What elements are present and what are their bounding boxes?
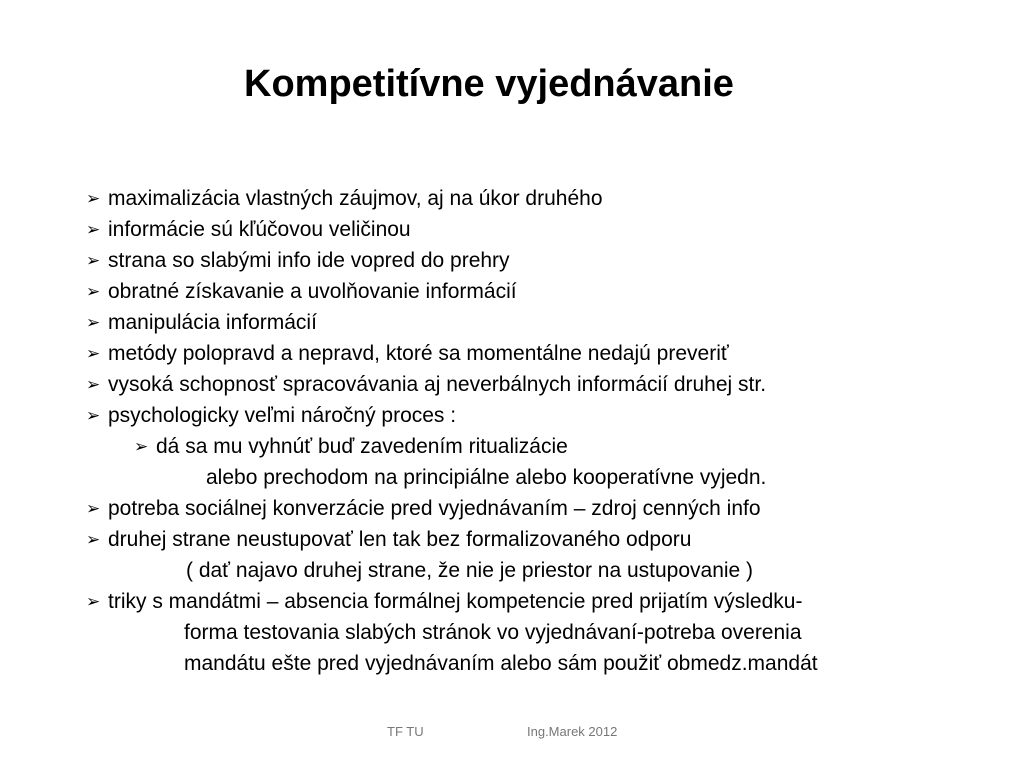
continuation-text: forma testovania slabých stránok vo vyjednávaní-potreba overenia xyxy=(184,621,802,644)
sub-list-item-text: dá sa mu vyhnúť buď zavedením ritualizácie xyxy=(156,435,568,458)
list-item-text: psychologicky veľmi náročný proces : xyxy=(108,404,457,427)
list-item xyxy=(86,338,1006,369)
list-item xyxy=(86,400,1006,431)
arrow-bullet-icon: ➢ xyxy=(86,530,101,549)
list-item xyxy=(86,307,1006,338)
list-item-continuation xyxy=(86,648,1006,679)
list-item-continuation xyxy=(86,617,1006,648)
list-item-text: informácie sú kľúčovou veličinou xyxy=(108,218,411,241)
list-item-text: druhej strane neustupovať len tak bez formalizovaného odporu xyxy=(108,528,692,551)
arrow-bullet-icon: ➢ xyxy=(86,375,101,394)
continuation-text: mandátu ešte pred vyjednávaním alebo sám použiť obmedz.mandát xyxy=(184,652,818,675)
list-item xyxy=(86,276,1006,307)
list-item-text: triky s mandátmi – absencia formálnej kompetencie pred prijatím výsledku- xyxy=(108,590,803,613)
list-item xyxy=(86,369,1006,400)
arrow-bullet-icon: ➢ xyxy=(86,251,101,270)
arrow-bullet-icon: ➢ xyxy=(86,499,101,518)
arrow-bullet-icon: ➢ xyxy=(86,344,101,363)
list-item-text: metódy polopravd a nepravd, ktoré sa momentálne nedajú preveriť xyxy=(108,342,729,365)
arrow-bullet-icon: ➢ xyxy=(86,406,101,425)
arrow-bullet-icon: ➢ xyxy=(86,220,101,239)
continuation-text: alebo prechodom na principiálne alebo kooperatívne vyjedn. xyxy=(206,466,767,489)
slide-title: Kompetitívne vyjednávanie xyxy=(244,63,734,105)
arrow-bullet-icon: ➢ xyxy=(86,592,101,611)
list-item xyxy=(86,183,1006,214)
arrow-bullet-icon: ➢ xyxy=(86,189,101,208)
footer-author-year: Ing.Marek 2012 xyxy=(527,724,618,739)
footer-institution: TF TU xyxy=(387,724,424,739)
list-item xyxy=(86,524,1006,555)
list-item-text: manipulácia informácií xyxy=(108,311,317,334)
arrow-bullet-icon: ➢ xyxy=(134,437,149,456)
list-item-text: strana so slabými info ide vopred do prehry xyxy=(108,249,510,272)
list-item-text: obratné získavanie a uvolňovanie informácií xyxy=(108,280,517,303)
list-item-text: vysoká schopnosť spracovávania aj neverbálnych informácií druhej str. xyxy=(108,373,767,396)
list-item-text: maximalizácia vlastných záujmov, aj na úkor druhého xyxy=(108,187,603,210)
list-item xyxy=(86,493,1006,524)
list-item xyxy=(86,245,1006,276)
continuation-text: ( dať najavo druhej strane, že nie je priestor na ustupovanie ) xyxy=(186,559,754,582)
arrow-bullet-icon: ➢ xyxy=(86,313,101,332)
sub-list-item xyxy=(86,431,1006,462)
arrow-bullet-icon: ➢ xyxy=(86,282,101,301)
list-item-continuation xyxy=(86,555,1006,586)
list-item-continuation xyxy=(86,462,1006,493)
list-item xyxy=(86,214,1006,245)
bullet-list xyxy=(86,183,1006,679)
list-item-text: potreba sociálnej konverzácie pred vyjednávaním – zdroj cenných info xyxy=(108,497,761,520)
list-item xyxy=(86,586,1006,617)
